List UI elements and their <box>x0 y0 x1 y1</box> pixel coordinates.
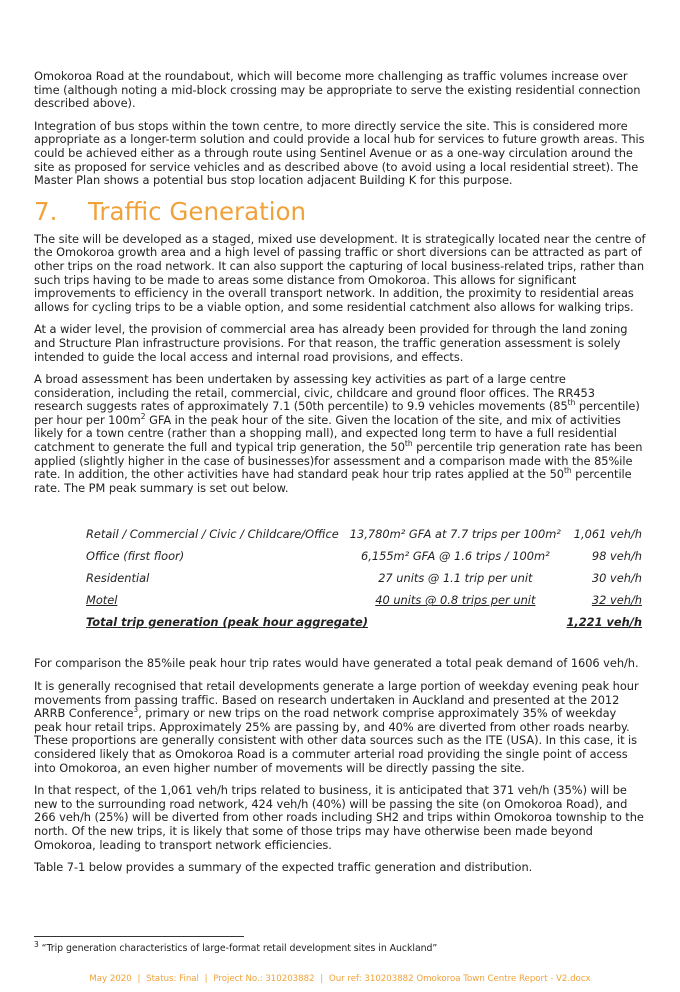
value-cell: 32 veh/h <box>591 593 642 608</box>
table-row <box>86 545 642 567</box>
activity-cell: Residential <box>86 571 150 586</box>
footer-status: Status: Final <box>146 974 199 984</box>
section-heading <box>34 197 646 227</box>
footnote <box>34 939 438 956</box>
paragraph-comparison: For comparison the 85%ile peak hour trip rates would have generated a total peak demand of 1606 veh/h. <box>34 656 639 671</box>
footer-project: Project No.: 310203882 <box>213 974 315 984</box>
total-label: Total trip generation (peak hour aggregate) <box>86 615 368 630</box>
paragraph-bus-stops: Integration of bus stops within the town centre, to more directly service the site. This is considered more appropriate as a longer-term solution and could provide a local hub for services to future growth areas. This could be achieved either as a through route using Sentinel Avenue or as a one-way circulation around the site as proposed for service vehicles and as described above (to avoid using a local residential street). The Master Plan shows a potential bus stop location adjacent Building K for this purpose. <box>34 118 645 188</box>
footnote-text: “Trip generation characteristics of large-format retail development sites in Auckland” <box>38 943 438 954</box>
activity-cell: Retail / Commercial / Civic / Childcare/Office <box>86 527 339 542</box>
footnote-reference[interactable]: 3 <box>133 705 139 715</box>
table-row <box>86 523 642 545</box>
section-number: 7. <box>34 196 58 226</box>
total-value: 1,221 veh/h <box>566 615 642 630</box>
paragraph-table-reference: Table 7-1 below provides a summary of the expected traffic generation and distribution. <box>34 860 533 875</box>
trip-generation-table <box>86 523 642 633</box>
footer-date: May 2020 <box>89 974 132 984</box>
footer-separator: | <box>320 974 324 984</box>
table-total-row <box>86 611 642 633</box>
footnote-mark: 3 <box>34 939 39 949</box>
footer-ref: Our ref: 310203882 Omokoroa Town Centre Report - V2.docx <box>328 974 591 984</box>
calc-cell: 40 units @ 0.8 trips per unit <box>375 593 536 608</box>
activity-cell: Office (first floor) <box>86 549 185 564</box>
footnote-divider <box>34 936 244 937</box>
paragraph-broad-assessment: A broad assessment has been undertaken by assessing key activities as part of a large centre consideration, including the retail, commercial, civic, childcare and ground floor offices. The RR453 research suggests rates of approximately 7.1 (50th percentile) to 9.9 vehicles movements (85th percentile) per hour per $100m^2$ GFA in the peak hour of the site. Given the location of the site, and mix of activities likely for a town centre (rather than a shopping mall), and expected long term to have a full residential catchment to generate the full and typical trip generation, the 50th percentile trip generation rate has been applied (slightly higher in the case of businesses)for assessment and a comparison made with the 85%ile rate. In addition, the other activities have had standard peak hour trip rates applied at the 50th percentile rate. The PM peak summary is set out below. <box>34 372 643 495</box>
value-cell: 1,061 veh/h <box>573 527 642 542</box>
value-cell: 98 veh/h <box>591 549 642 564</box>
footer-separator: | <box>137 974 141 984</box>
page-footer <box>0 974 680 984</box>
paragraph-wider-level: At a wider level, the provision of commercial area has already been provided for through the land zoning and Structure Plan infrastructure provisions. For that reason, the traffic generation assessment is solely intended to guide the local access and internal road provisions, and effects. <box>34 322 628 364</box>
paragraph-recognised: It is generally recognised that retail developments generate a large portion of weekday evening peak hour movements from passing traffic. Based on research undertaken in Auckland and presented at the 2012 ARRB Conference$^3$, primary or new trips on the road network comprise approximately 35% of weekday peak hour retail trips. Approximately 25% are passing by, and 40% are diverted from other roads nearby. These proportions are generally consistent with other data sources such as the ITE (USA). In this case, it is considered likely that as Omokoroa Road is a commuter arterial road providing the single point of access into Omokoroa, an even higher number of movements will be directly passing the site. <box>34 679 639 775</box>
value-cell: 30 veh/h <box>591 571 642 586</box>
calc-cell: 13,780m² GFA at 7.7 trips per 100m² <box>349 527 561 542</box>
table-row <box>86 567 642 589</box>
table-row <box>86 589 642 611</box>
paragraph-site-development: The site will be developed as a staged, mixed use development. It is strategically located near the centre of the Omokoroa growth area and a high level of passing traffic or short diversions can be attracted as part of other trips on the road network. It can also support the capturing of local business-related trips, rather than such trips having to be made to areas some distance from Omokoroa. This allows for significant improvements to efficiency in the overall transport network. In addition, the proximity to residential areas allows for cycling trips to be a viable option, and some residential catchment also allows for walking trips. <box>34 231 646 314</box>
paragraph-roundabout: Omokoroa Road at the roundabout, which will become more challenging as traffic volumes increase over time (although noting a mid-block crossing may be appropriate to serve the existing residential connection described above). <box>34 69 641 111</box>
calc-cell: 6,155m² GFA @ 1.6 trips / 100m² <box>360 549 550 564</box>
activity-cell: Motel <box>86 593 118 608</box>
page-body <box>34 70 646 884</box>
calc-cell: 27 units @ 1.1 trip per unit <box>378 571 533 586</box>
section-title: Traffic Generation <box>88 196 307 226</box>
footer-separator: | <box>204 974 208 984</box>
paragraph-respect: In that respect, of the 1,061 veh/h trips related to business, it is anticipated that 371 veh/h (35%) will be new to the surrounding road network, 424 veh/h (40%) will be passing the site (on Omokoroa Road), and 266 veh/h (25%) will be diverted from other roads including SH2 and trips within Omokoroa township to the north. Of the new trips, it is likely that some of those trips may have otherwise been made beyond Omokoroa, leading to transport network efficiencies. <box>34 783 644 852</box>
